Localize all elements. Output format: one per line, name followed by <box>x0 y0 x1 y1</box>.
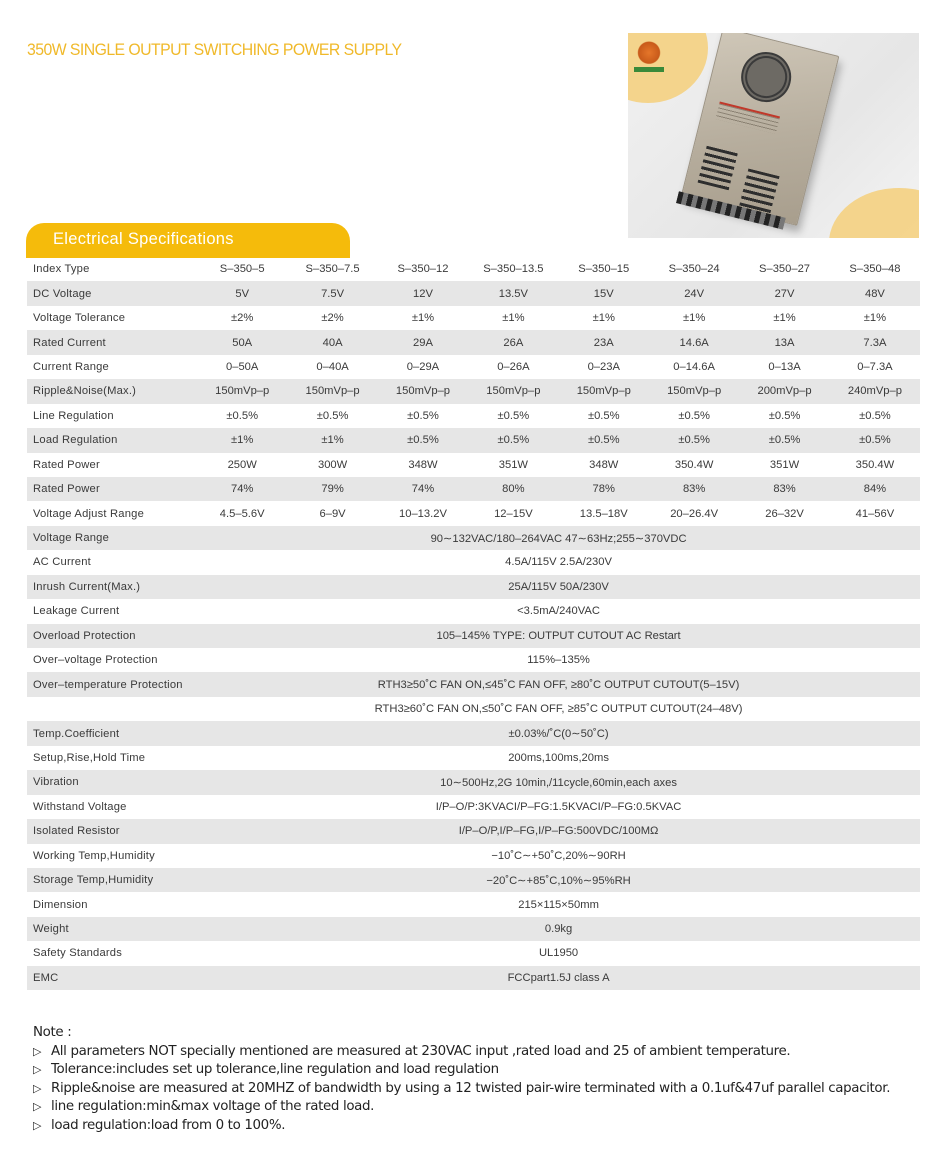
table-row <box>27 355 920 379</box>
table-cell: ±0.5% <box>468 428 558 452</box>
row-label: AC Current <box>33 556 91 569</box>
table-cell: ±1% <box>287 428 377 452</box>
elephant-logo-icon <box>636 41 662 67</box>
row-label: Ripple&Noise(Max.) <box>27 379 197 403</box>
table-cell: 0–40A <box>316 360 349 373</box>
logo-text <box>634 67 664 72</box>
row-label: Rated Power <box>27 477 197 501</box>
table-cell-spanning: RTH3≥50˚C FAN ON,≤45˚C FAN OFF, ≥80˚C OUTPUT CUTOUT(5–15V) <box>197 672 920 696</box>
table-row <box>27 501 920 525</box>
table-cell: ±0.5% <box>559 428 649 452</box>
table-cell-spanning: RTH3≥60˚C FAN ON,≤50˚C FAN OFF, ≥85˚C OUTPUT CUTOUT(24–48V) <box>374 703 743 716</box>
notes-title: Note : <box>33 1025 72 1040</box>
table-cell: ±0.5% <box>739 428 829 452</box>
table-row <box>27 697 920 721</box>
table-cell: ±1% <box>773 312 796 325</box>
table-cell: 83% <box>649 477 739 501</box>
table-cell: 27V <box>739 281 829 305</box>
table-cell-spanning: 0.9kg <box>197 917 920 941</box>
table-cell: 0–26A <box>497 360 530 373</box>
table-cell: 20–26.4V <box>670 507 719 520</box>
decorative-corner-shape <box>829 188 919 238</box>
page-title: 350W SINGLE OUTPUT SWITCHING POWER SUPPLY <box>27 40 402 59</box>
table-cell: 0–7.3A <box>857 360 893 373</box>
table-cell: 5V <box>197 281 287 305</box>
table-cell: ±0.5% <box>378 428 468 452</box>
table-cell: 7.3A <box>830 330 920 354</box>
row-label: Index Type <box>33 263 90 276</box>
model-header-cell: S–350–13.5 <box>483 263 544 276</box>
table-cell: 13.5V <box>468 281 558 305</box>
row-label: Load Regulation <box>27 428 197 452</box>
table-cell: 0–14.6A <box>673 360 715 373</box>
note-text: Tolerance:includes set up tolerance,line regulation and load regulation <box>51 1062 499 1078</box>
table-row <box>27 941 920 965</box>
table-row <box>27 306 920 330</box>
row-label: Current Range <box>33 360 109 373</box>
table-cell-spanning: 115%–135% <box>527 654 590 667</box>
table-cell-spanning: 200ms,100ms,20ms <box>508 751 609 764</box>
table-cell: ±1% <box>502 312 525 325</box>
table-row <box>27 795 920 819</box>
model-header-cell: S–350–27 <box>759 263 811 276</box>
table-cell: 15V <box>559 281 649 305</box>
table-cell: ±1% <box>682 312 706 325</box>
table-cell: 150mVp–p <box>287 379 377 403</box>
model-header-cell: S–350–15 <box>578 263 630 276</box>
table-cell: 13A <box>739 330 829 354</box>
table-cell: ±0.5% <box>678 409 710 422</box>
table-cell-spanning: ±0.03%/˚C(0∼50˚C) <box>197 721 920 745</box>
table-cell-spanning: 105–145% TYPE: OUTPUT CUTOUT AC Restart <box>197 624 920 648</box>
table-cell: 29A <box>378 330 468 354</box>
row-label: Over–temperature Protection <box>27 672 197 696</box>
table-cell-spanning: <3.5mA/240VAC <box>517 605 600 618</box>
table-row <box>27 648 920 672</box>
table-cell: 26–32V <box>765 507 804 520</box>
row-label: Dimension <box>33 898 88 911</box>
row-label: Overload Protection <box>27 624 197 648</box>
table-cell: 26A <box>468 330 558 354</box>
triangle-bullet-icon: ▷ <box>33 1063 42 1077</box>
table-cell: 350.4W <box>674 458 714 471</box>
table-row <box>27 672 920 696</box>
table-cell: ±0.5% <box>587 409 620 422</box>
table-row <box>27 721 920 745</box>
table-cell: ±0.5% <box>407 409 439 422</box>
table-row <box>27 917 920 941</box>
table-row <box>27 868 920 892</box>
table-cell: 23A <box>559 330 649 354</box>
table-cell: ±1% <box>863 312 887 325</box>
note-text: Ripple&noise are measured at 20MHZ of bandwidth by using a 12 twisted pair-wire terminated with a 0.1uf&47uf parallel capacitor. <box>51 1080 891 1096</box>
table-cell: 41–56V <box>855 507 895 520</box>
table-row <box>27 844 920 868</box>
table-cell-spanning: I/P–O/P,I/P–FG,I/P–FG:500VDC/100MΩ <box>197 819 920 843</box>
table-cell: 12V <box>378 281 468 305</box>
table-cell: 13.5–18V <box>579 507 628 520</box>
row-label: Temp.Coefficient <box>27 721 197 745</box>
notes-section <box>33 1024 943 1136</box>
row-label: Vibration <box>27 770 197 794</box>
table-cell: ±0.5% <box>497 409 530 422</box>
row-label: EMC <box>27 966 197 990</box>
table-cell: 48V <box>830 281 920 305</box>
table-row <box>27 281 920 305</box>
table-cell: 7.5V <box>287 281 377 305</box>
table-row <box>27 550 920 574</box>
model-header-cell: S–350–48 <box>849 263 901 276</box>
table-row <box>27 428 920 452</box>
table-cell: 240mVp–p <box>830 379 920 403</box>
triangle-bullet-icon: ▷ <box>33 1100 42 1114</box>
table-row <box>27 599 920 623</box>
table-cell-spanning: 215×115×50mm <box>518 898 599 911</box>
table-cell: 12–15V <box>494 507 533 520</box>
table-cell: 4.5–5.6V <box>219 507 265 520</box>
table-cell: 14.6A <box>649 330 739 354</box>
row-label: DC Voltage <box>27 281 197 305</box>
note-item <box>33 1098 943 1117</box>
table-row <box>27 966 920 990</box>
table-cell: 150mVp–p <box>197 379 287 403</box>
table-row <box>27 379 920 403</box>
table-cell: 348W <box>408 458 438 471</box>
row-label: Voltage Range <box>27 526 197 550</box>
table-row <box>27 477 920 501</box>
row-label: Voltage Tolerance <box>33 312 126 325</box>
table-cell: 10–13.2V <box>399 507 447 520</box>
table-cell: ±1% <box>592 312 615 325</box>
row-label: Over–voltage Protection <box>33 654 158 667</box>
note-text: load regulation:load from 0 to 100%. <box>51 1117 286 1133</box>
row-label: Weight <box>27 917 197 941</box>
table-row <box>27 404 920 428</box>
row-label <box>27 697 197 721</box>
table-cell: 74% <box>197 477 287 501</box>
model-header-cell: S–350–12 <box>397 263 449 276</box>
table-cell: 83% <box>739 477 829 501</box>
table-cell: 351W <box>769 458 800 471</box>
row-label: Rated Current <box>27 330 197 354</box>
table-cell: 250W <box>227 458 257 471</box>
fan-icon <box>736 47 797 108</box>
table-cell: 350.4W <box>855 458 895 471</box>
spec-table <box>27 257 920 990</box>
row-label: Voltage Adjust Range <box>33 507 144 520</box>
note-item <box>33 1061 943 1080</box>
model-header-cell: S–350–24 <box>668 263 720 276</box>
model-header-cell: S–350–5 <box>219 263 265 276</box>
table-cell: 0–23A <box>587 360 620 373</box>
note-text: line regulation:min&max voltage of the rated load. <box>51 1099 375 1115</box>
table-row <box>27 746 920 770</box>
table-cell-spanning: 10∼500Hz,2G 10min,/11cycle,60min,each axes <box>197 770 920 794</box>
table-row <box>27 330 920 354</box>
table-header-row <box>27 257 920 281</box>
table-cell-spanning: I/P–O/P:3KVACI/P–FG:1.5KVACI/P–FG:0.5KVAC <box>435 800 682 813</box>
table-cell-spanning: 90∼132VAC/180–264VAC 47∼63Hz;255∼370VDC <box>197 526 920 550</box>
table-cell: 150mVp–p <box>649 379 739 403</box>
table-cell: 348W <box>589 458 619 471</box>
table-cell: 200mVp–p <box>739 379 829 403</box>
table-cell: ±1% <box>197 428 287 452</box>
product-label <box>715 102 780 134</box>
table-cell: ±1% <box>411 312 435 325</box>
triangle-bullet-icon: ▷ <box>33 1044 42 1058</box>
table-cell: 300W <box>317 458 348 471</box>
row-label: Safety Standards <box>33 947 123 960</box>
table-cell: ±2% <box>231 312 254 325</box>
table-cell-spanning: UL1950 <box>538 947 579 960</box>
vent-grille <box>697 146 738 193</box>
table-cell: 6–9V <box>319 507 346 520</box>
table-cell: ±0.5% <box>830 428 920 452</box>
row-label: Leakage Current <box>33 605 120 618</box>
table-cell: 78% <box>559 477 649 501</box>
table-cell: 150mVp–p <box>378 379 468 403</box>
table-cell: 24V <box>649 281 739 305</box>
table-cell: 0–29A <box>406 360 440 373</box>
table-row <box>27 453 920 477</box>
note-text: All parameters NOT specially mentioned are measured at 230VAC input ,rated load and 25 of ambient temperature. <box>51 1043 791 1059</box>
table-row <box>27 624 920 648</box>
note-item <box>33 1043 943 1062</box>
model-header-cell: S–350–7.5 <box>305 263 360 276</box>
table-cell: ±0.5% <box>316 409 349 422</box>
table-cell-spanning: FCCpart1.5J class A <box>197 966 920 990</box>
table-cell: 50A <box>197 330 287 354</box>
table-cell: 0–50A <box>226 360 259 373</box>
table-cell: ±0.5% <box>649 428 739 452</box>
table-row <box>27 770 920 794</box>
row-label: Working Temp,Humidity <box>33 849 155 862</box>
table-cell: ±0.5% <box>226 409 259 422</box>
section-tab-label: Electrical Specifications <box>53 230 234 248</box>
triangle-bullet-icon: ▷ <box>33 1118 42 1132</box>
table-cell-spanning: −20˚C∼+85˚C,10%∼95%RH <box>197 868 920 892</box>
row-label: Inrush Current(Max.) <box>27 575 197 599</box>
product-photo <box>628 33 919 238</box>
table-row <box>27 819 920 843</box>
table-cell: 74% <box>378 477 468 501</box>
row-label: Setup,Rise,Hold Time <box>33 751 146 764</box>
table-row <box>27 892 920 916</box>
table-cell-spanning: 25A/115V 50A/230V <box>197 575 920 599</box>
table-cell: 150mVp–p <box>468 379 558 403</box>
table-row <box>27 526 920 550</box>
table-cell: 150mVp–p <box>559 379 649 403</box>
row-label: Isolated Resistor <box>27 819 197 843</box>
section-tab-electrical-specifications <box>26 223 350 258</box>
note-item <box>33 1117 943 1136</box>
row-label: Line Regulation <box>33 409 114 422</box>
row-label: Rated Power <box>33 458 100 471</box>
table-row <box>27 575 920 599</box>
table-cell: 351W <box>498 458 528 471</box>
table-cell: 79% <box>287 477 377 501</box>
table-cell-spanning: 4.5A/115V 2.5A/230V <box>505 556 612 569</box>
table-cell-spanning: −10˚C∼+50˚C,20%∼90RH <box>491 850 626 863</box>
table-cell: 84% <box>830 477 920 501</box>
table-cell: ±0.5% <box>768 409 801 422</box>
triangle-bullet-icon: ▷ <box>33 1081 42 1095</box>
note-item <box>33 1080 943 1099</box>
table-cell: 80% <box>468 477 558 501</box>
row-label: Withstand Voltage <box>33 800 127 813</box>
table-cell: 40A <box>287 330 377 354</box>
table-cell: ±0.5% <box>859 409 891 422</box>
table-cell: 0–13A <box>768 360 801 373</box>
row-label: Storage Temp,Humidity <box>27 868 197 892</box>
table-cell: ±2% <box>321 312 344 325</box>
